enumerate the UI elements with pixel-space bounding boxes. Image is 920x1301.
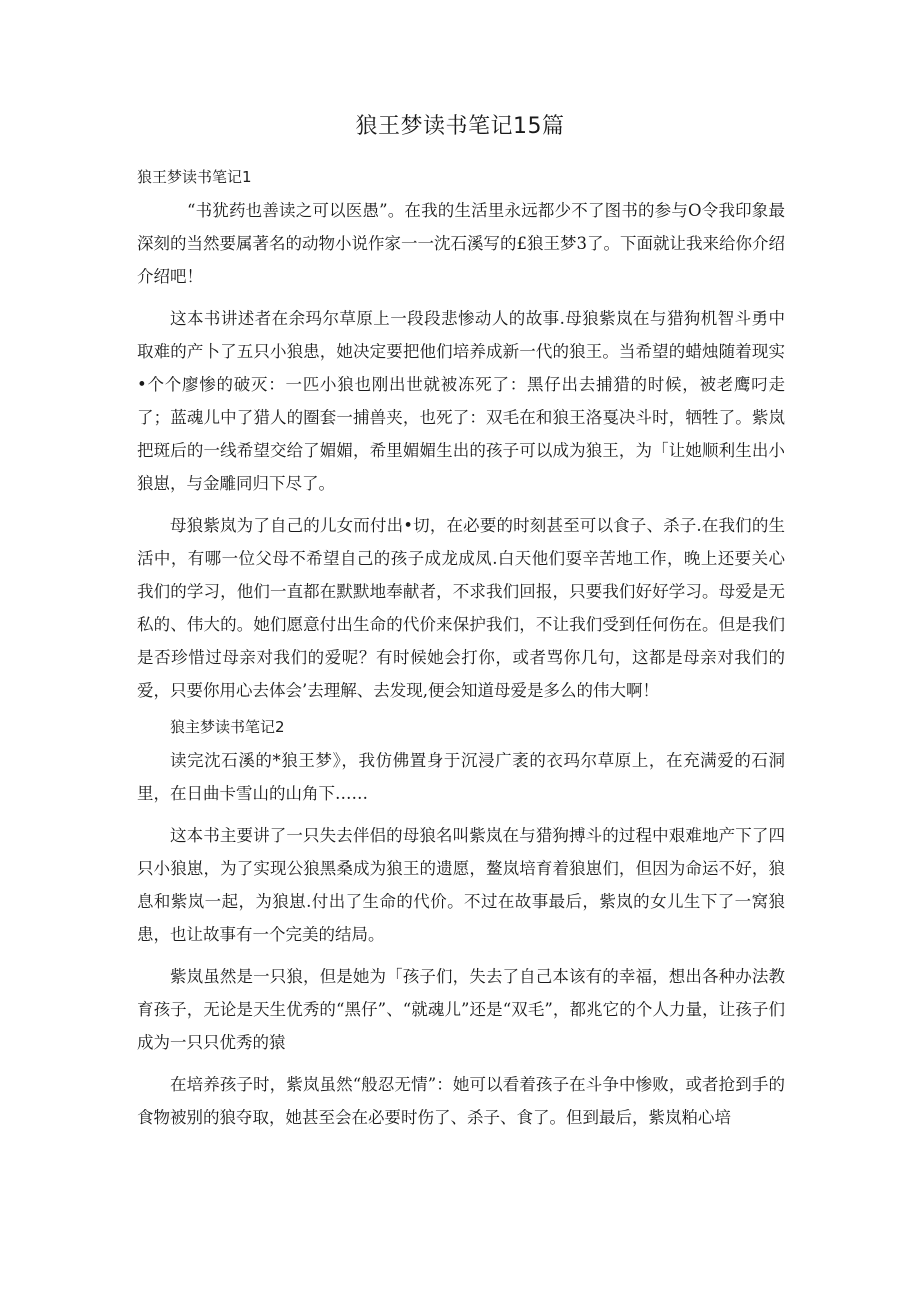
document-title: 狼王梦读书笔记15篇 bbox=[355, 114, 565, 139]
document-body bbox=[137, 162, 785, 1143]
paragraph: “书犹药也善读之可以医愚”。在我的生活里永远都少不了图书的参与O令我印象最深刻的当然要属著名的动物小说作家一一沈石溪写的£狼王梦3了。下面就让我来给你介绍介绍吧！ bbox=[137, 201, 785, 286]
paragraph: 在培养孩子时，紫岚虽然“般忍无情”：她可以看着孩子在斗争中惨败，或者抢到手的食物被别的狼夺取，她甚至会在必要时伤了、杀子、食了。但到最后，紫岚粕心培 bbox=[137, 1075, 785, 1127]
paragraph: 这本书主要讲了一只失去伴侣的母狼名叫紫岚在与猎狗搏斗的过程中艰难地产下了四只小狼崽，为了实现公狼黑桑成为狼王的遗愿，鳌岚培育着狼崽们，但因为命运不好，狼息和紫岚一起，为狼崽.付出了生命的代价。不过在故事最后，紫岚的女儿生下了一窝狼患，也让故事有一个完美的结局。 bbox=[137, 826, 785, 944]
paragraph: 这本书讲述者在余玛尔草原上一段段悲惨动人的故事.母狼紫岚在与猎狗机智斗勇中取难的产卜了五只小狼患，她决定要把他们培养成新一代的狼王。当希望的蜡烛随着现实•个个廖惨的破灭：一匹小狼也刚出世就被冻死了：黑仔出去捕猎的时候，被老鹰叼走了；蓝魂儿中了猎人的圈套一捕兽夹，也死了：双毛在和狼王洛戛决斗时，牺牲了。紫岚把斑后的一线希望交给了媚媚，希里媚媚生出的孩子可以成为狼王，为「让她顺利生出小狼崽，与金雕同归下尽了。 bbox=[137, 309, 785, 493]
section-heading-1: 狼王梦读书笔记1 bbox=[137, 168, 252, 186]
section-heading-2: 狼主梦读书笔记2 bbox=[170, 718, 285, 736]
paragraph: 读完沈石溪的*狼王梦》，我仿佛置身于沉浸广袤的衣玛尔草原上，在充满爱的石洞里，在日曲卡雪山的山角下…… bbox=[137, 751, 785, 803]
paragraph: 紫岚虽然是一只狼，但是她为「孩子们，失去了自己本该有的幸福，想出各种办法教育孩子，无论是天生优秀的“黑仔”、“就魂儿”还是“双毛”，都兆它的个人力量，让孩子们成为一只只优秀的猿 bbox=[137, 967, 785, 1052]
paragraph: 母狼紫岚为了自己的儿女而付出•切，在必要的时刻甚至可以食子、杀子.在我们的生活中，有哪一位父母不希望自己的孩子成龙成凤.白天他们耍辛苦地工作，晚上还要关心我们的学习，他们一直都在默默地奉献者，不求我们回报，只要我们好好学习。母爱是无私的、伟大的。她们愿意付出生命的代价来保护我们，不让我们受到任何伤在。但是我们是否珍惜过母亲对我们的爱呢？有时候她会打你，或者骂你几句，这都是母亲对我们的爱，只要你用心去体会’去理解、去发现,便会知道母爱是多么的伟大啊！ bbox=[137, 516, 785, 700]
